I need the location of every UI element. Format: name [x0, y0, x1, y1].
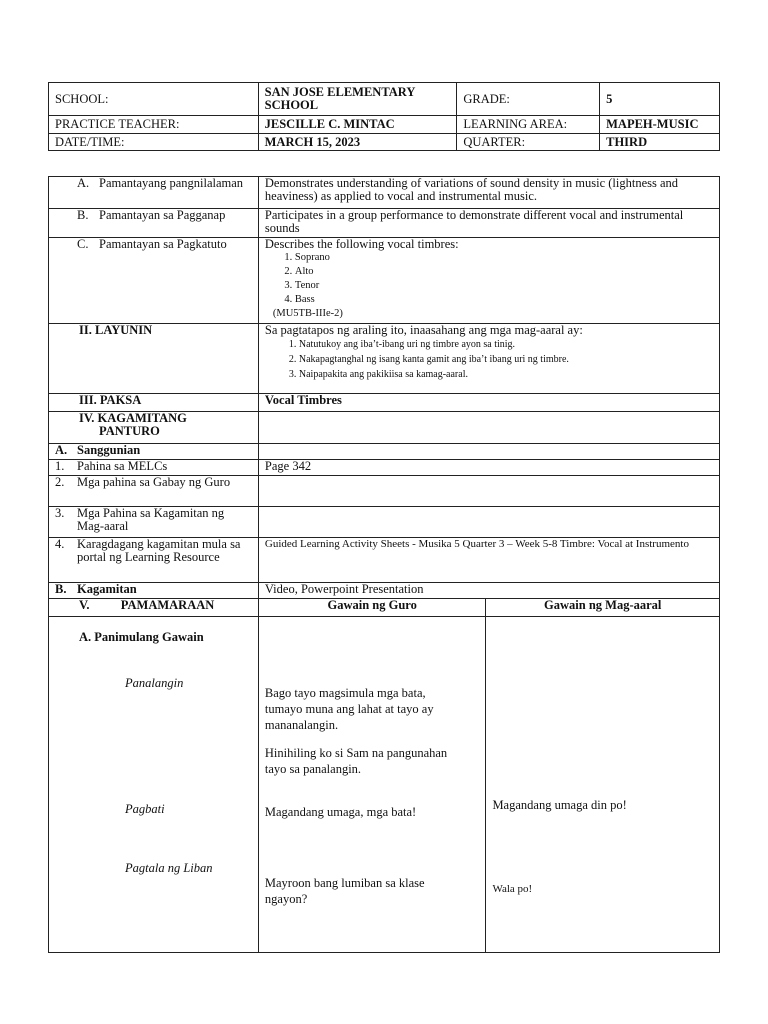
row-label: Sanggunian: [77, 443, 141, 457]
table-row: [49, 538, 720, 583]
row-value: Participates in a group performance to demonstrate different vocal and instrumental sounds: [258, 209, 719, 238]
quarter-label: QUARTER:: [457, 134, 600, 151]
row-marker: 1.: [55, 459, 65, 473]
table-row: [49, 476, 720, 507]
row-marker: C.: [77, 237, 89, 251]
row-value: Guided Learning Activity Sheets - Musika 5 Quarter 3 – Week 5-8 Timbre: Vocal at Instrumento: [258, 538, 719, 583]
lesson-plan-table: [48, 176, 720, 953]
row-marker: B.: [77, 208, 89, 222]
school-value: SAN JOSE ELEMENTARY SCHOOL: [258, 83, 457, 116]
row-label: III. PAKSA: [49, 394, 259, 412]
column-header-magaaral: Gawain ng Mag-aaral: [486, 599, 720, 617]
row-value: Demonstrates understanding of variations of sound density in music (lightness and heaviness) as applied to vocal and instrumental music.: [258, 177, 719, 209]
row-label: Mga pahina sa Gabay ng Guro: [77, 475, 231, 489]
row-marker: 2.: [55, 475, 65, 489]
row-panimulang-gawain: [49, 617, 720, 953]
competency-code: (MU5TB-IIIe-2): [272, 308, 343, 319]
guro-pagtala: Mayroon bang lumiban sa klase ngayon?: [264, 876, 425, 906]
school-label: SCHOOL:: [49, 83, 259, 116]
row-marker: A.: [77, 176, 90, 190]
guro-panalangin-2: Hinihiling ko si Sam na pangunahan tayo sa panalangin.: [264, 746, 448, 776]
row-pamantayan-pagganap: [49, 209, 720, 238]
list-item: 4. Bass: [295, 293, 713, 307]
row-label: Pamantayan sa Pagganap: [99, 208, 226, 222]
row-marker: B.: [55, 582, 67, 596]
row-label: Karagdagang kagamitan mula sa portal ng Learning Resource: [77, 537, 241, 564]
quarter-value: THIRD: [600, 134, 720, 151]
table-row: [49, 460, 720, 476]
grade-label: GRADE:: [457, 83, 600, 116]
guro-pagbati: Magandang umaga, mga bata!: [264, 805, 417, 819]
row-value: [258, 507, 719, 538]
list-item: 1. Soprano: [295, 251, 713, 265]
magaaral-pagtala: Wala po!: [492, 883, 533, 895]
row-label: II. LAYUNIN: [49, 324, 259, 394]
row-pamamaraan-header: [49, 599, 720, 617]
row-pamantayang-pangnilalaman: [49, 177, 720, 209]
list-item: 3. Tenor: [295, 279, 713, 293]
list-item: 2. Alto: [295, 265, 713, 279]
step-pagtala: Pagtala ng Liban: [125, 861, 213, 875]
row-value: [258, 238, 719, 324]
row-marker: A.: [55, 443, 68, 457]
date-value: MARCH 15, 2023: [258, 134, 457, 151]
row-label: V. PAMAMARAAN: [49, 599, 259, 617]
row-marker: 3.: [55, 506, 65, 520]
magaaral-pagbati: Magandang umaga din po!: [492, 798, 627, 812]
area-value: MAPEH-MUSIC: [600, 116, 720, 134]
column-header-guro: Gawain ng Guro: [258, 599, 486, 617]
list-item: 2. Nakapagtanghal ng isang kanta gamit ang iba’t ibang uri ng timbre.: [299, 352, 713, 367]
row-paksa: [49, 394, 720, 412]
teacher-label: PRACTICE TEACHER:: [49, 116, 259, 134]
row-value: [258, 476, 719, 507]
layunin-list: [265, 337, 713, 382]
list-item: 3. Naipapakita ang pakikiisa sa kamag-aaral.: [299, 367, 713, 382]
step-panalangin: Panalangin: [125, 676, 184, 690]
row-value: Page 342: [258, 460, 719, 476]
header-table: [48, 82, 720, 151]
row-label: IV. KAGAMITANG: [79, 411, 187, 425]
row-label: Mga Pahina sa Kagamitan ng Mag-aaral: [77, 506, 225, 533]
section-title: A. Panimulang Gawain: [79, 630, 204, 644]
row-kagamitang-panturo: [49, 412, 720, 444]
layunin-intro: Sa pagtatapos ng araling ito, inaasahang ang mga mag-aaral ay:: [264, 323, 583, 337]
row-kagamitan: [49, 583, 720, 599]
date-label: DATE/TIME:: [49, 134, 259, 151]
timbre-intro: Describes the following vocal timbres:: [264, 237, 459, 251]
row-marker: 4.: [55, 537, 65, 551]
row-value: Vocal Timbres: [258, 394, 719, 412]
row-label: Kagamitan: [77, 582, 137, 596]
list-item: 1. Natutukoy ang iba’t-ibang uri ng timbre ayon sa tinig.: [299, 337, 713, 352]
row-label: Pamantayang pangnilalaman: [99, 176, 244, 190]
row-value: Video, Powerpoint Presentation: [258, 583, 719, 599]
teacher-value: JESCILLE C. MINTAC: [258, 116, 457, 134]
area-label: LEARNING AREA:: [457, 116, 600, 134]
row-pamantayan-pagkatuto: [49, 238, 720, 324]
row-label: Pahina sa MELCs: [77, 459, 168, 473]
row-sanggunian: [49, 444, 720, 460]
guro-panalangin-1: Bago tayo magsimula mga bata, tumayo muna ang lahat at tayo ay mananalangin.: [264, 686, 434, 732]
grade-value: 5: [600, 83, 720, 116]
table-row: [49, 507, 720, 538]
step-pagbati: Pagbati: [125, 802, 165, 816]
row-label: PANTURO: [99, 424, 160, 438]
row-label: Pamantayan sa Pagkatuto: [99, 237, 227, 251]
row-layunin: [49, 324, 720, 394]
timbre-list: [265, 251, 713, 307]
